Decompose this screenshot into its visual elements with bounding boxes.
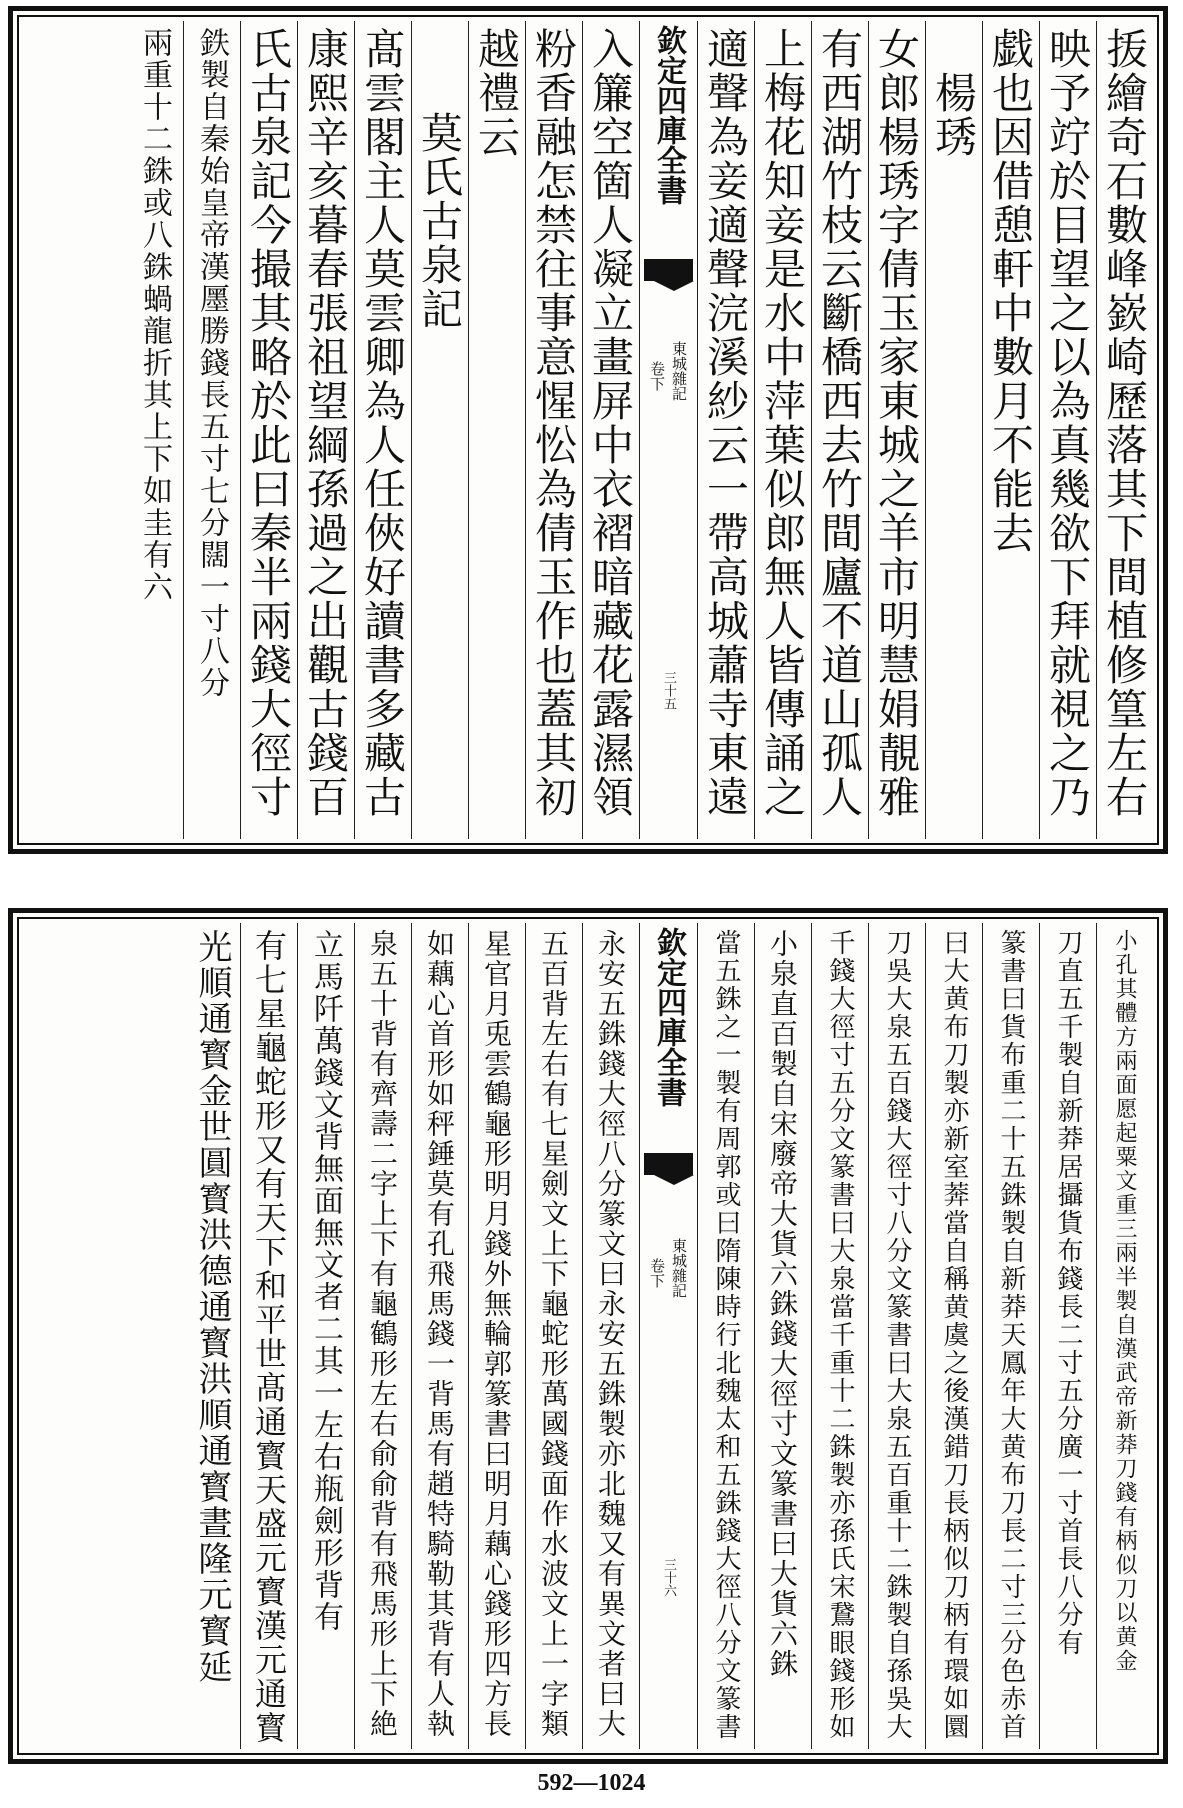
text-column: 戯也因借憩軒中數月不能去	[982, 21, 1039, 839]
text-column: 康熙辛亥暮春張祖望綱孫過之出觀古錢百	[297, 21, 354, 839]
center-fold	[639, 21, 697, 839]
text-column: 鉄製自秦始皇帝漢㕓勝錢長五寸七分闊一寸八分	[183, 21, 240, 839]
section-heading: 莫氏古泉記	[411, 21, 468, 839]
text-column: 適聲為妾適聲浣溪紗云一帶高城蕭寺東遠	[697, 21, 754, 839]
text-column: 兩重十二銖或八銖蝸龍折其上下如圭有六	[137, 27, 172, 603]
text-column: 當五銖之一製有周郭或曰隋陳時行北魏太和五銖錢大徑八分文篆書	[697, 923, 754, 1749]
text-column: 篆書曰貨布重二十五銖製自新莽天鳳年大黄布刀長二寸三分色赤首	[982, 923, 1039, 1749]
text-column: 上梅花知妾是水中萍葉似郎無人皆傳誦之	[754, 21, 811, 839]
text-column: 星官月兎雲鶴龜形明月錢外無輪郭篆書曰明月藕心錢形四方長	[468, 923, 525, 1749]
text-column: 永安五銖錢大徑八分篆文曰永安五銖製亦北魏又有異文者曰大	[582, 923, 639, 1749]
text-column: 女郎楊琇字倩玉家東城之羊市明慧娟靚雅	[868, 21, 925, 839]
text-column: 越禮云	[468, 21, 525, 839]
text-column: 小孔其體方兩面愿起粟文重三兩半製自漢武帝新莽刀錢有柄似刀以黄金	[1096, 923, 1153, 1749]
center-title: 欽定四庫全書	[651, 25, 686, 205]
fishtail-mark	[644, 259, 693, 281]
text-column: 刀吳大泉五百錢大徑寸八分文篆書曰大泉五百重十二銖製自孫吳大	[868, 923, 925, 1749]
text-column: 五百背左右有七星劍文上下龜蛇形萬國錢面作水波文上一字類	[525, 923, 582, 1749]
text-column: 有七星龜蛇形又有天下和平世髙通寳天盛元寳漢元通寳	[240, 923, 297, 1749]
fishtail-mark	[644, 1153, 693, 1175]
text-column: 泉五十背有齊壽二字上下有龜鶴形左右俞俞背有飛馬形上下絶	[354, 923, 411, 1749]
bottom-page	[8, 908, 1168, 1764]
text-column: 有西湖竹枝云斷橋西去竹間廬不道山孤人	[811, 21, 868, 839]
text-column: 千錢大徑寸五分文篆書曰大泉當千重十二銖製亦孫氏宋鵞眼錢形如	[811, 923, 868, 1749]
text-column: 立馬阡萬錢文背無面無文者二其一左右瓶劍形背有	[297, 923, 354, 1749]
section-heading: 楊琇	[925, 21, 982, 839]
text-column: 入簾空箇人凝立畫屏中衣褶暗藏花露濕領	[582, 21, 639, 839]
volume-label: 卷下	[648, 1258, 666, 1288]
volume-label: 卷下	[648, 361, 666, 391]
center-fold	[639, 923, 697, 1749]
page-footer-number: 592—1024	[537, 1770, 646, 1796]
text-column: 髙雲閣主人莫雲卿為人任俠好讀書多藏古	[354, 21, 411, 839]
text-column: 光順通寳金世圓寳洪德通寳洪順通寳晝隆元寳延	[192, 929, 232, 1685]
text-column: 㧞繪奇石數峰嶔崎歷落其下間植修篁左右	[1096, 21, 1153, 839]
text-column: 小泉直百製自宋廢帝大貨六銖錢大徑寸文篆書曰大貨六銖	[754, 923, 811, 1749]
book-name: 東城雜記	[670, 1238, 688, 1298]
text-column: 映予竚於目望之以為真幾欲下拜就視之乃	[1039, 21, 1096, 839]
page-number: 三十六	[661, 1558, 676, 1597]
text-column: 刀直五千製自新莽居攝貨布錢長二寸五分廣一寸首長八分有	[1039, 923, 1096, 1749]
text-column: 氏古泉記今撮其略於此曰秦半兩錢大徑寸	[240, 21, 297, 839]
book-name: 東城雜記	[670, 341, 688, 401]
text-column: 曰大黄布刀製亦新室莾當自稱黄虞之後漢錯刀長柄似刀柄有環如圜	[925, 923, 982, 1749]
top-page	[8, 6, 1168, 854]
text-column: 如藕心首形如秤錘莫有孔飛馬錢一背馬有趙特騎勒其背有人執	[411, 923, 468, 1749]
text-column: 粉香融怎禁往事意惺忪為倩玉作也蓋其初	[525, 21, 582, 839]
center-title: 欽定四庫全書	[651, 927, 686, 1107]
page-number: 三十五	[661, 671, 676, 710]
